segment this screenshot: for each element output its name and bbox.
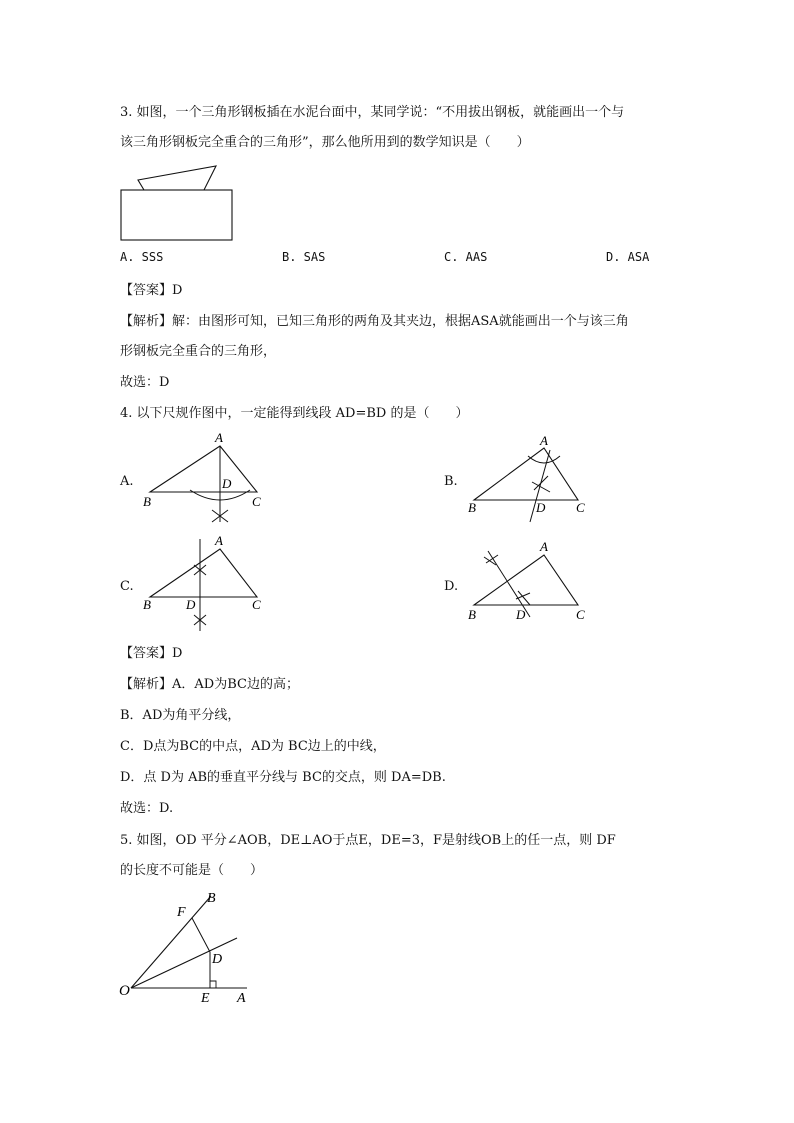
q3-stem-line2: 该三角形钢板完全重合的三角形”，那么他所用到的数学知识是（ ） — [120, 135, 530, 150]
label-a: A — [540, 433, 548, 448]
q4-figure-d — [464, 535, 624, 635]
answer-value: D — [172, 646, 183, 661]
label-b: B — [143, 494, 151, 509]
q4-figure-b — [464, 430, 624, 530]
label-e: E — [201, 991, 210, 1006]
q4-analysis-d: D．点 D为 AB的垂直平分线与 BC的交点，则 DA=DB. — [120, 770, 446, 785]
analysis-tag: 【解析】 — [120, 677, 173, 692]
q5-stem-line1: 5. 如图，OD 平分∠AOB，DE⊥AO于点E，DE=3，F是射线OB上的任一点，则 DF — [120, 833, 616, 848]
label-b: B — [143, 597, 151, 612]
label-d: D — [516, 607, 526, 622]
label-d: D — [536, 500, 546, 515]
q5-stem-line2: 的长度不可能是（ ） — [120, 863, 264, 878]
q4-conclusion: 故选：D. — [120, 801, 174, 816]
cement-platform — [121, 190, 232, 240]
answer-value: D — [172, 283, 183, 298]
label-a: A — [540, 539, 548, 554]
answer-tag: 【答案】 — [120, 283, 173, 298]
q3-analysis-line2: 形钢板完全重合的三角形， — [120, 344, 277, 359]
q3-figure — [118, 160, 248, 250]
q4-figure-c — [140, 535, 300, 635]
q3-answer — [120, 282, 182, 300]
q3-option-b: B. SAS — [282, 250, 326, 264]
label-c: C — [252, 597, 261, 612]
q4-option-c-label: C. — [120, 579, 134, 594]
q3-option-c: C. AAS — [444, 250, 488, 264]
label-c: C — [576, 607, 585, 622]
label-b: B — [468, 500, 476, 515]
analysis-text: 解：由图形可知，已知三角形的两角及其夹边，根据ASA就能画出一个与该三角 — [172, 314, 629, 329]
q3-conclusion: 故选：D — [120, 375, 170, 390]
q4-figure-a — [140, 430, 300, 530]
q4-option-a-label: A. — [120, 474, 134, 489]
analysis-tag: 【解析】 — [120, 314, 173, 329]
label-b: B — [207, 891, 216, 906]
label-d: D — [222, 476, 232, 491]
steel-plate — [138, 166, 216, 190]
q4-option-b-label: B. — [444, 474, 458, 489]
q4-analysis-a — [120, 676, 299, 694]
q4-option-d-label: D. — [444, 579, 459, 594]
q4-analysis-c: C．D点为BC的中点，AD为 BC边上的中线， — [120, 739, 386, 754]
q5-figure — [115, 888, 265, 1018]
answer-tag: 【答案】 — [120, 646, 173, 661]
q4-answer — [120, 645, 182, 663]
q3-stem-line1: 3. 如图，一个三角形钢板插在水泥台面中，某同学说：“不用拔出钢板，就能画出一个与 — [120, 105, 625, 120]
label-o: O — [119, 983, 130, 999]
label-a: A — [215, 533, 223, 548]
q3-option-a: A. SSS — [120, 250, 164, 264]
label-b: B — [468, 607, 476, 622]
q4-analysis-b: B．AD为角平分线， — [120, 708, 241, 723]
label-c: C — [252, 494, 261, 509]
analysis-text: A．AD为BC边的高； — [172, 677, 299, 692]
label-c: C — [576, 500, 585, 515]
label-d: D — [186, 597, 196, 612]
label-a: A — [215, 430, 223, 445]
label-f: F — [177, 905, 186, 920]
label-d: D — [212, 952, 223, 967]
q3-analysis-line1 — [120, 313, 629, 331]
q4-stem: 4. 以下尺规作图中，一定能得到线段 AD=BD 的是（ ） — [120, 406, 469, 421]
label-a: A — [237, 991, 246, 1006]
q3-option-d: D. ASA — [606, 250, 650, 264]
